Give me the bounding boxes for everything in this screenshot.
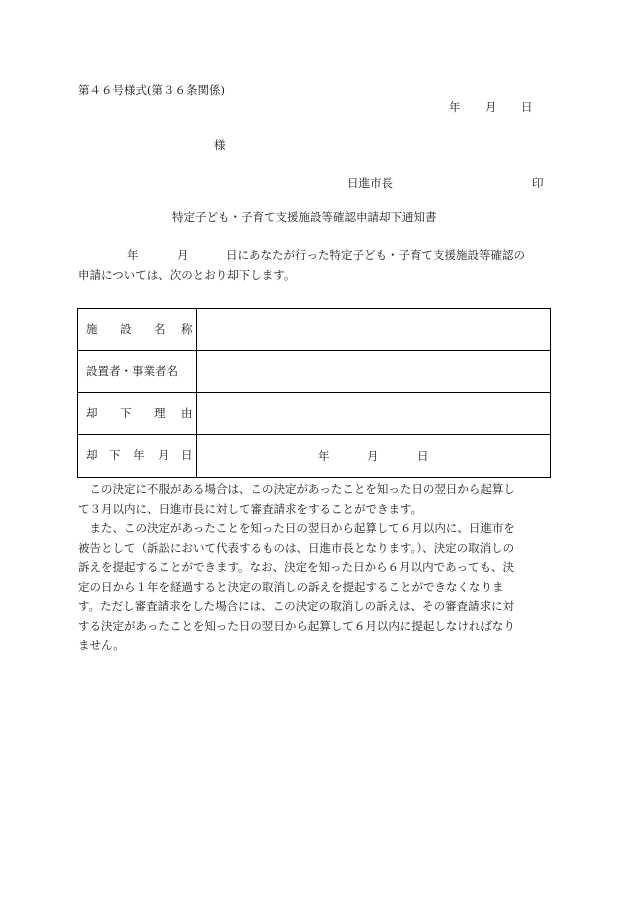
rejection-date-char: 却 bbox=[86, 448, 98, 462]
intro-year-label: 年 bbox=[127, 248, 139, 262]
issuer-name: 日進市長 bbox=[347, 176, 393, 190]
intro-month-label: 月 bbox=[177, 248, 189, 262]
notice-line: す。ただし審査請求をした場合には、この決定の取消しの訴えは、その審査請求に対 bbox=[78, 599, 515, 613]
row-facility-name bbox=[78, 309, 550, 351]
notice-line: また、この決定があったことを知った日の翌日から起算して６月以内に、日進市を bbox=[78, 521, 515, 535]
form-number: 第４６号様式(第３６条関係) bbox=[78, 83, 225, 97]
rejection-date-char: 日 bbox=[181, 448, 193, 462]
rejection-date-label bbox=[78, 435, 197, 477]
notice-paragraph-2 bbox=[78, 519, 554, 656]
rejection-date-month: 月 bbox=[367, 449, 379, 463]
date-day-label: 日 bbox=[521, 100, 533, 114]
rejection-date-char: 下 bbox=[109, 448, 121, 462]
notice-line: て３月以内に、日進市長に対して審査請求をすることができます。 bbox=[78, 501, 423, 516]
rejection-details-table bbox=[77, 308, 551, 478]
row-operator-name bbox=[78, 351, 550, 393]
document-title: 特定子ども・子育て支援施設等確認申請却下通知書 bbox=[172, 210, 437, 224]
rejection-reason-char: 理 bbox=[154, 406, 166, 420]
rejection-reason-value[interactable] bbox=[197, 393, 550, 434]
rejection-date-char: 月 bbox=[158, 448, 170, 462]
facility-name-char: 称 bbox=[181, 322, 193, 336]
facility-name-char: 施 bbox=[86, 322, 98, 336]
date-month-label: 月 bbox=[485, 100, 497, 114]
facility-name-label bbox=[78, 309, 197, 350]
facility-name-char: 設 bbox=[120, 322, 132, 336]
rejection-reason-label bbox=[78, 393, 197, 434]
rejection-date-year: 年 bbox=[318, 449, 330, 463]
seal-mark: 印 bbox=[532, 176, 544, 190]
notice-line: ません。 bbox=[78, 638, 125, 652]
row-rejection-date bbox=[78, 435, 550, 477]
row-rejection-reason bbox=[78, 393, 550, 435]
notice-line: 訴えを提起することができます。なお、決定を知った日から６月以内であっても、決 bbox=[78, 560, 514, 574]
facility-name-value[interactable] bbox=[197, 309, 550, 350]
rejection-date-day: 日 bbox=[417, 449, 429, 463]
addressee-suffix: 様 bbox=[214, 138, 226, 152]
notice-line: 定の日から１年を経過すると決定の取消しの訴えを提起することができなくなりま bbox=[78, 579, 504, 594]
notice-line: する決定があったことを知った日の翌日から起算して６月以内に提起しなければなり bbox=[78, 618, 515, 633]
rejection-reason-char: 却 bbox=[86, 406, 98, 420]
notice-line: 被告として（訴訟において代表するものは、日進市長となります。）、決定の取消しの bbox=[78, 540, 515, 555]
operator-name-text: 設置者・事業者名 bbox=[86, 364, 178, 378]
rejection-date-value[interactable] bbox=[197, 435, 550, 477]
notice-paragraph-1 bbox=[78, 480, 554, 519]
operator-name-label bbox=[78, 351, 197, 392]
operator-name-value[interactable] bbox=[197, 351, 550, 392]
intro-line-2: 申請については、次のとおり却下します。 bbox=[78, 268, 296, 282]
date-year-label: 年 bbox=[449, 100, 461, 114]
facility-name-char: 名 bbox=[154, 322, 166, 336]
rejection-reason-char: 由 bbox=[181, 406, 193, 420]
rejection-date-char: 年 bbox=[133, 448, 145, 462]
intro-line-1: 日にあなたが行った特定子ども・子育て支援施設等確認の bbox=[226, 248, 525, 262]
rejection-reason-char: 下 bbox=[120, 406, 132, 420]
notice-line: この決定に不服がある場合は、この決定があったことを知った日の翌日から起算し bbox=[78, 482, 515, 496]
